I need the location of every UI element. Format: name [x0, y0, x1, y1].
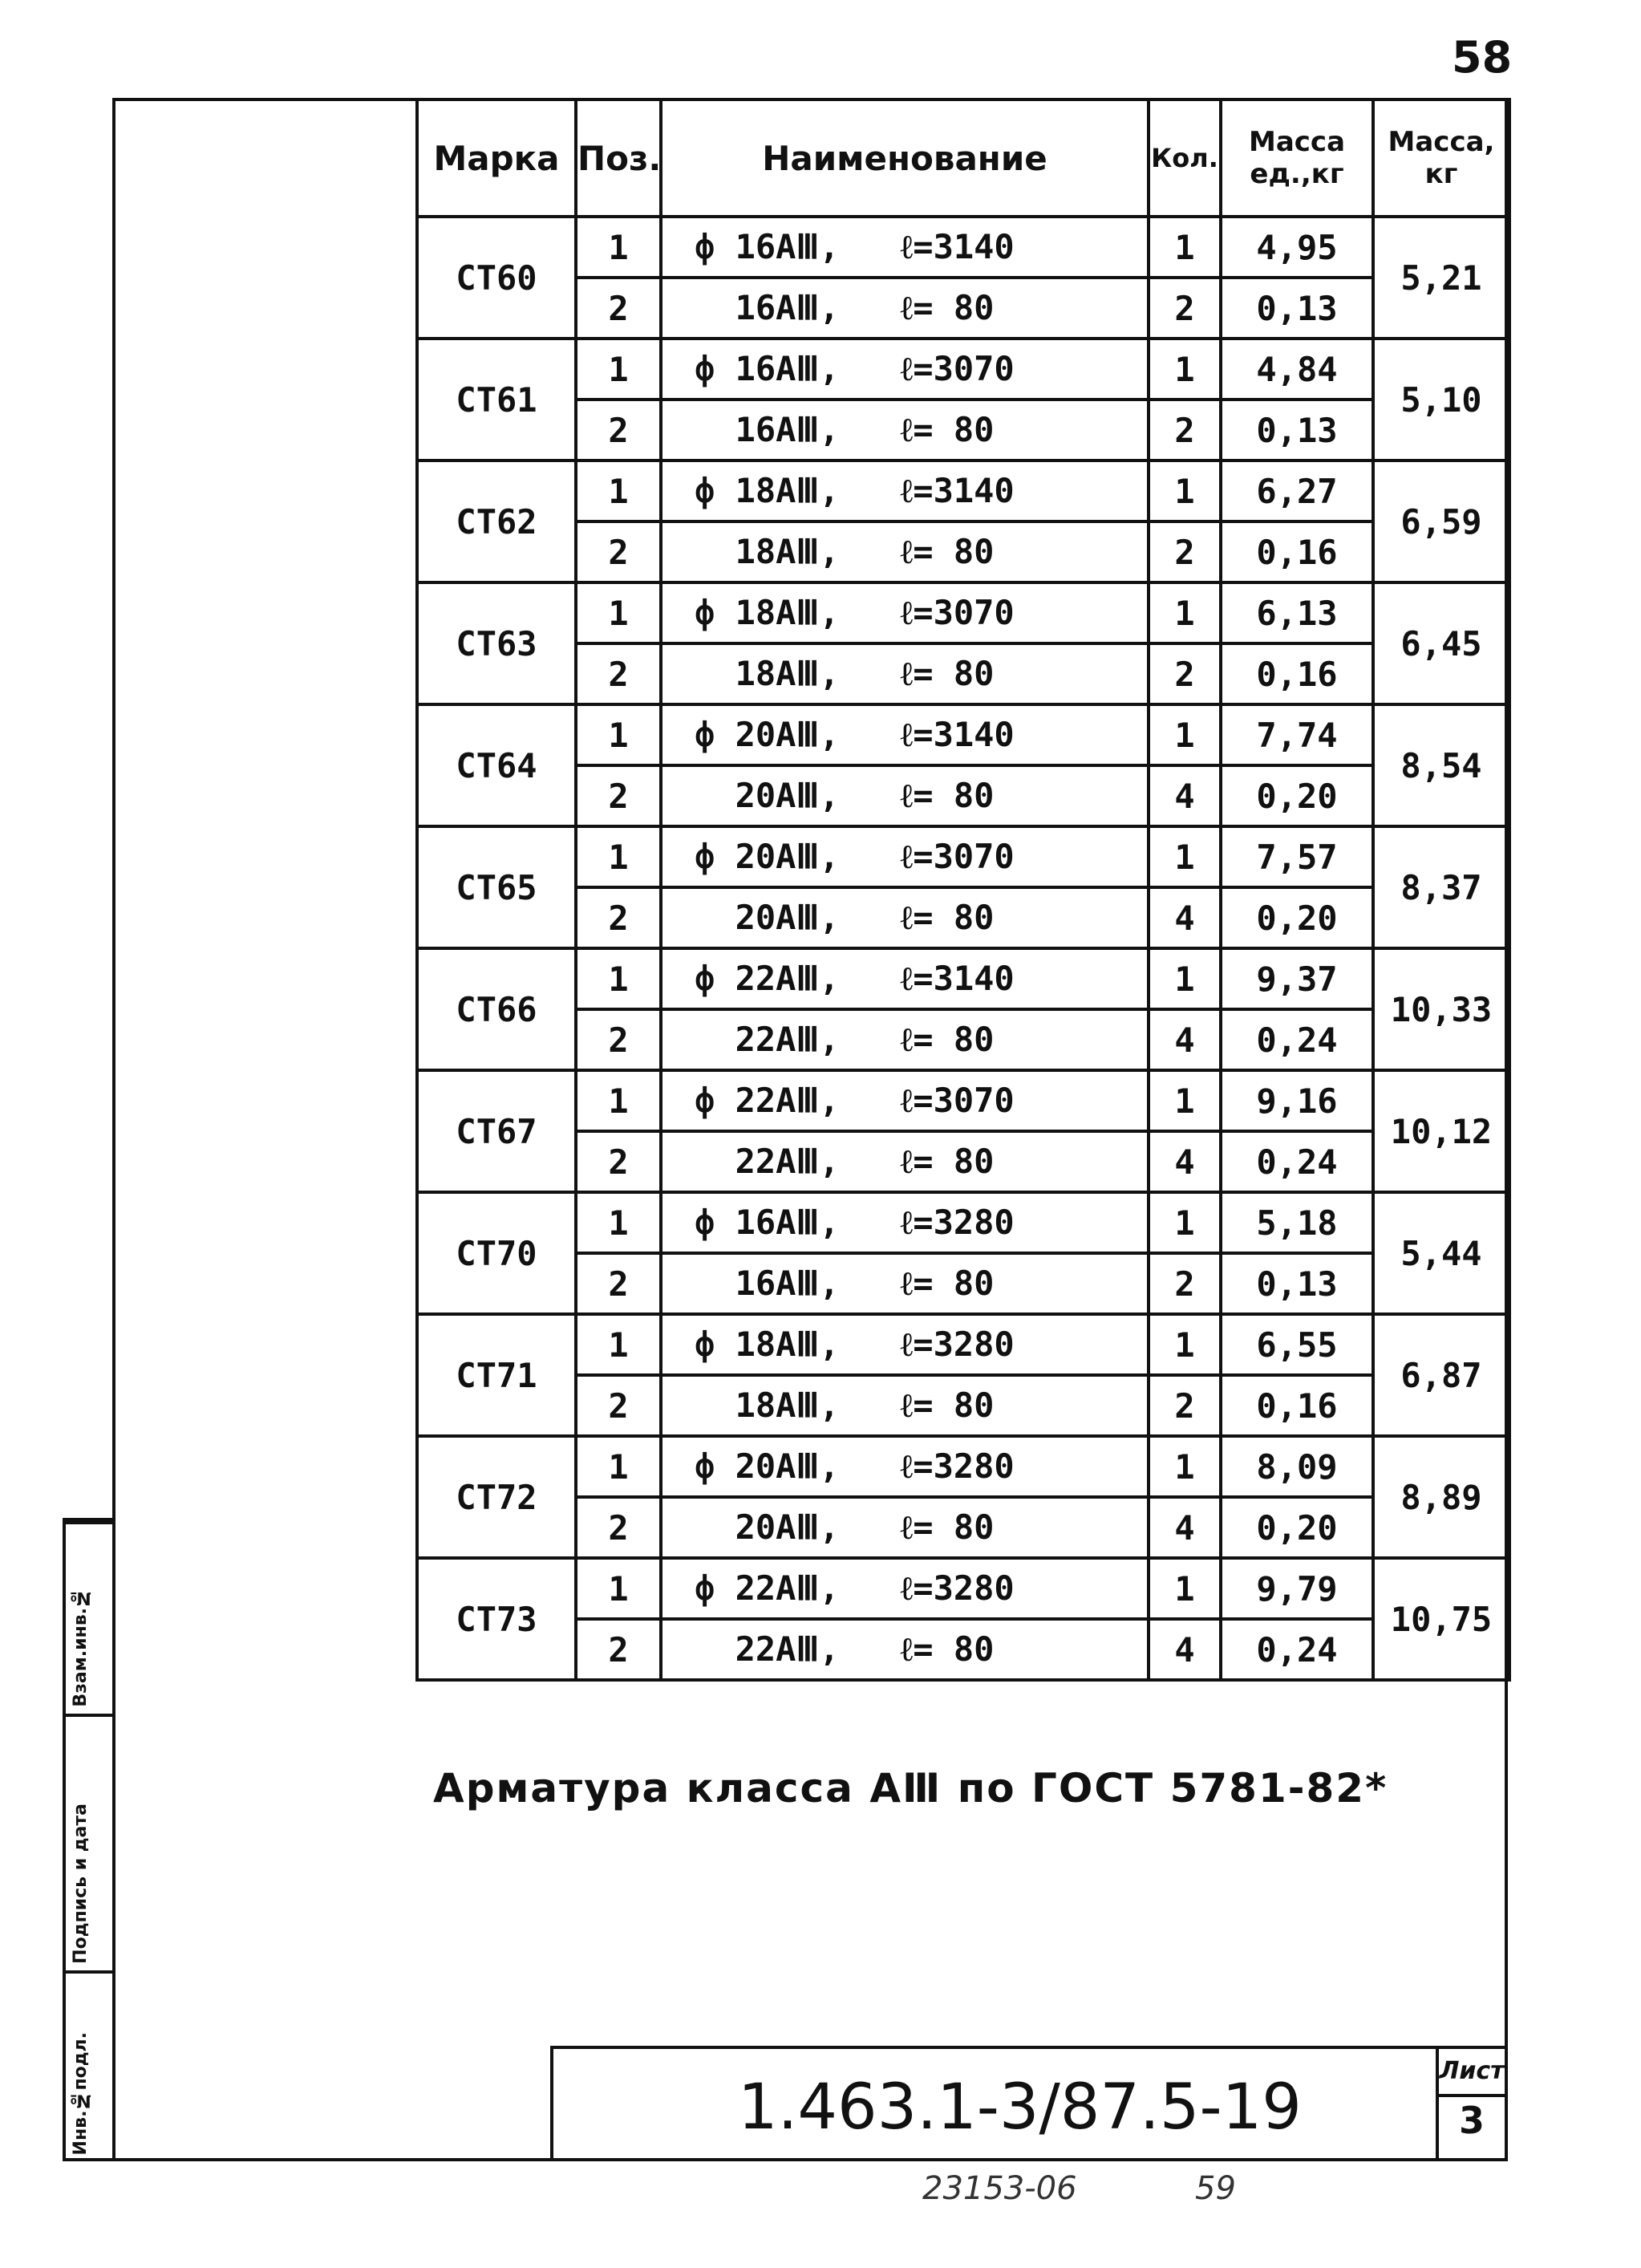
cell-qty: 2: [1149, 400, 1221, 460]
cell-mass-total: 10,12: [1373, 1070, 1509, 1192]
cell-pos: 2: [576, 887, 661, 948]
cell-mark: СТ61: [417, 339, 576, 460]
cell-name: 22АⅢ, ℓ= 80: [661, 1009, 1149, 1070]
cell-mass-unit: 5,18: [1221, 1192, 1373, 1253]
cell-qty: 1: [1149, 1192, 1221, 1253]
cell-mass-unit: 4,84: [1221, 339, 1373, 400]
cell-pos: 1: [576, 1070, 661, 1131]
sheet-number: 3: [1458, 2099, 1485, 2142]
table-row: [417, 1192, 1509, 1253]
cell-qty: 2: [1149, 643, 1221, 704]
cell-mass-unit: 0,24: [1221, 1009, 1373, 1070]
reinforcement-note: Арматура класса АⅢ по ГОСТ 5781-82*: [433, 1765, 1388, 1812]
cell-qty: 1: [1149, 1558, 1221, 1619]
cell-mass-unit: 0,16: [1221, 521, 1373, 582]
cell-qty: 2: [1149, 521, 1221, 582]
table-row: [417, 1131, 1509, 1192]
cell-qty: 1: [1149, 460, 1221, 521]
cell-pos: 1: [576, 826, 661, 887]
cell-mass-total: 8,54: [1373, 704, 1509, 826]
table-row: [417, 1436, 1509, 1497]
cell-pos: 2: [576, 643, 661, 704]
cell-pos: 2: [576, 1375, 661, 1436]
table-row: [417, 1314, 1509, 1375]
cell-mark: СТ72: [417, 1436, 576, 1558]
cell-mark: СТ63: [417, 582, 576, 704]
side-label-sign: Подпись и дата: [71, 1803, 91, 1964]
table-row: [417, 826, 1509, 887]
cell-mass-unit: 9,37: [1221, 948, 1373, 1009]
cell-pos: 1: [576, 217, 661, 278]
col-header-mass-total: Масса, кг: [1373, 99, 1509, 217]
cell-qty: 1: [1149, 1436, 1221, 1497]
cell-qty: 4: [1149, 765, 1221, 826]
cell-qty: 1: [1149, 948, 1221, 1009]
cell-name: ф 16АⅢ, ℓ=3070: [661, 339, 1149, 400]
cell-pos: 1: [576, 1192, 661, 1253]
title-block: [550, 2046, 1508, 2161]
cell-name: 22АⅢ, ℓ= 80: [661, 1619, 1149, 1680]
cell-name: 18АⅢ, ℓ= 80: [661, 521, 1149, 582]
cell-pos: 2: [576, 400, 661, 460]
table-row: [417, 278, 1509, 339]
cell-qty: 1: [1149, 1314, 1221, 1375]
cell-pos: 2: [576, 1619, 661, 1680]
table-row: [417, 643, 1509, 704]
cell-name: 20АⅢ, ℓ= 80: [661, 765, 1149, 826]
side-strip: [63, 1518, 115, 2161]
cell-mass-unit: 0,16: [1221, 643, 1373, 704]
cell-mark: СТ65: [417, 826, 576, 948]
cell-pos: 1: [576, 582, 661, 643]
table-row: [417, 1375, 1509, 1436]
cell-name: ф 16АⅢ, ℓ=3280: [661, 1192, 1149, 1253]
cell-qty: 1: [1149, 339, 1221, 400]
cell-name: ф 22АⅢ, ℓ=3280: [661, 1558, 1149, 1619]
cell-pos: 2: [576, 765, 661, 826]
cell-qty: 4: [1149, 1619, 1221, 1680]
cell-pos: 2: [576, 521, 661, 582]
cell-pos: 2: [576, 1497, 661, 1558]
cell-mass-unit: 6,13: [1221, 582, 1373, 643]
cell-name: 20АⅢ, ℓ= 80: [661, 887, 1149, 948]
specification-table: [415, 98, 1511, 1682]
table-row: [417, 887, 1509, 948]
cell-mass-total: 5,10: [1373, 339, 1509, 460]
cell-name: ф 16АⅢ, ℓ=3140: [661, 217, 1149, 278]
cell-pos: 2: [576, 1009, 661, 1070]
cell-mass-unit: 8,09: [1221, 1436, 1373, 1497]
sheet-label: Лист: [1439, 2049, 1505, 2097]
table-header-row: [417, 99, 1509, 217]
cell-qty: 4: [1149, 887, 1221, 948]
cell-qty: 4: [1149, 1131, 1221, 1192]
cell-mass-unit: 0,20: [1221, 765, 1373, 826]
cell-pos: 2: [576, 278, 661, 339]
table-row: [417, 460, 1509, 521]
cell-mass-unit: 0,13: [1221, 400, 1373, 460]
side-label-inv: Взам.инв.№: [71, 1588, 91, 1707]
cell-mass-total: 6,59: [1373, 460, 1509, 582]
cell-mark: СТ64: [417, 704, 576, 826]
cell-name: ф 20АⅢ, ℓ=3140: [661, 704, 1149, 765]
col-header-mark: Марка: [417, 99, 576, 217]
cell-mass-total: 10,33: [1373, 948, 1509, 1070]
cell-pos: 2: [576, 1131, 661, 1192]
cell-pos: 1: [576, 1436, 661, 1497]
document-code: 1.463.1-3/87.5-19: [738, 2071, 1302, 2144]
cell-qty: 1: [1149, 217, 1221, 278]
cell-qty: 1: [1149, 704, 1221, 765]
col-header-name: Наименование: [661, 99, 1149, 217]
cell-mark: СТ67: [417, 1070, 576, 1192]
cell-mass-unit: 0,24: [1221, 1131, 1373, 1192]
cell-mass-unit: 7,74: [1221, 704, 1373, 765]
cell-mass-unit: 6,27: [1221, 460, 1373, 521]
cell-qty: 4: [1149, 1497, 1221, 1558]
cell-pos: 1: [576, 460, 661, 521]
cell-qty: 1: [1149, 826, 1221, 887]
table-row: [417, 1253, 1509, 1314]
cell-pos: 2: [576, 1253, 661, 1314]
bottom-note-right: 59: [1195, 2170, 1236, 2207]
cell-pos: 1: [576, 1314, 661, 1375]
cell-pos: 1: [576, 704, 661, 765]
table-row: [417, 1009, 1509, 1070]
table-row: [417, 765, 1509, 826]
cell-name: 18АⅢ, ℓ= 80: [661, 643, 1149, 704]
cell-name: 22АⅢ, ℓ= 80: [661, 1131, 1149, 1192]
cell-mass-unit: 0,13: [1221, 1253, 1373, 1314]
table-row: [417, 521, 1509, 582]
cell-mass-unit: 0,24: [1221, 1619, 1373, 1680]
cell-mass-total: 10,75: [1373, 1558, 1509, 1680]
table-row: [417, 582, 1509, 643]
cell-qty: 4: [1149, 1009, 1221, 1070]
col-header-mass-unit: Масса ед.,кг: [1221, 99, 1373, 217]
cell-name: 16АⅢ, ℓ= 80: [661, 1253, 1149, 1314]
cell-name: 16АⅢ, ℓ= 80: [661, 278, 1149, 339]
cell-mark: СТ70: [417, 1192, 576, 1314]
cell-mark: СТ73: [417, 1558, 576, 1680]
cell-name: 20АⅢ, ℓ= 80: [661, 1497, 1149, 1558]
cell-mass-total: 5,21: [1373, 217, 1509, 339]
bottom-note-left: 23153-06: [922, 2170, 1077, 2207]
cell-mark: СТ60: [417, 217, 576, 339]
cell-mass-unit: 9,79: [1221, 1558, 1373, 1619]
cell-mass-unit: 9,16: [1221, 1070, 1373, 1131]
side-cell-top: [66, 1521, 115, 1714]
side-cell-middle: [66, 1714, 115, 1970]
cell-mark: СТ62: [417, 460, 576, 582]
table-row: [417, 1619, 1509, 1680]
cell-pos: 1: [576, 948, 661, 1009]
table-row: [417, 948, 1509, 1009]
cell-mass-unit: 0,20: [1221, 1497, 1373, 1558]
cell-qty: 2: [1149, 1375, 1221, 1436]
cell-name: ф 18АⅢ, ℓ=3280: [661, 1314, 1149, 1375]
col-header-pos: Поз.: [576, 99, 661, 217]
cell-name: 16АⅢ, ℓ= 80: [661, 400, 1149, 460]
table-row: [417, 1558, 1509, 1619]
cell-mass-total: 8,89: [1373, 1436, 1509, 1558]
cell-mark: СТ71: [417, 1314, 576, 1436]
cell-name: ф 18АⅢ, ℓ=3140: [661, 460, 1149, 521]
table-body: [417, 217, 1509, 1680]
cell-mass-unit: 0,16: [1221, 1375, 1373, 1436]
col-header-qty: Кол.: [1149, 99, 1221, 217]
cell-pos: 1: [576, 1558, 661, 1619]
cell-name: ф 20АⅢ, ℓ=3280: [661, 1436, 1149, 1497]
cell-name: ф 22АⅢ, ℓ=3070: [661, 1070, 1149, 1131]
table-row: [417, 1070, 1509, 1131]
cell-mass-unit: 6,55: [1221, 1314, 1373, 1375]
cell-name: ф 22АⅢ, ℓ=3140: [661, 948, 1149, 1009]
cell-mass-total: 6,45: [1373, 582, 1509, 704]
cell-qty: 2: [1149, 1253, 1221, 1314]
cell-mass-total: 8,37: [1373, 826, 1509, 948]
page-number: 58: [1452, 32, 1513, 83]
cell-mass-total: 5,44: [1373, 1192, 1509, 1314]
cell-qty: 2: [1149, 278, 1221, 339]
cell-mass-unit: 4,95: [1221, 217, 1373, 278]
cell-mass-unit: 0,13: [1221, 278, 1373, 339]
side-label-inv-orig: Инв.№подл.: [71, 2031, 91, 2155]
cell-mass-unit: 7,57: [1221, 826, 1373, 887]
cell-mass-unit: 0,20: [1221, 887, 1373, 948]
cell-name: 18АⅢ, ℓ= 80: [661, 1375, 1149, 1436]
side-cell-bottom: [66, 1970, 115, 2161]
cell-name: ф 20АⅢ, ℓ=3070: [661, 826, 1149, 887]
table-row: [417, 400, 1509, 460]
table-row: [417, 704, 1509, 765]
cell-pos: 1: [576, 339, 661, 400]
sheet-box: [1436, 2046, 1508, 2161]
table-row: [417, 339, 1509, 400]
table-row: [417, 1497, 1509, 1558]
cell-mass-total: 6,87: [1373, 1314, 1509, 1436]
table-row: [417, 217, 1509, 278]
cell-mark: СТ66: [417, 948, 576, 1070]
cell-qty: 1: [1149, 1070, 1221, 1131]
cell-name: ф 18АⅢ, ℓ=3070: [661, 582, 1149, 643]
cell-qty: 1: [1149, 582, 1221, 643]
